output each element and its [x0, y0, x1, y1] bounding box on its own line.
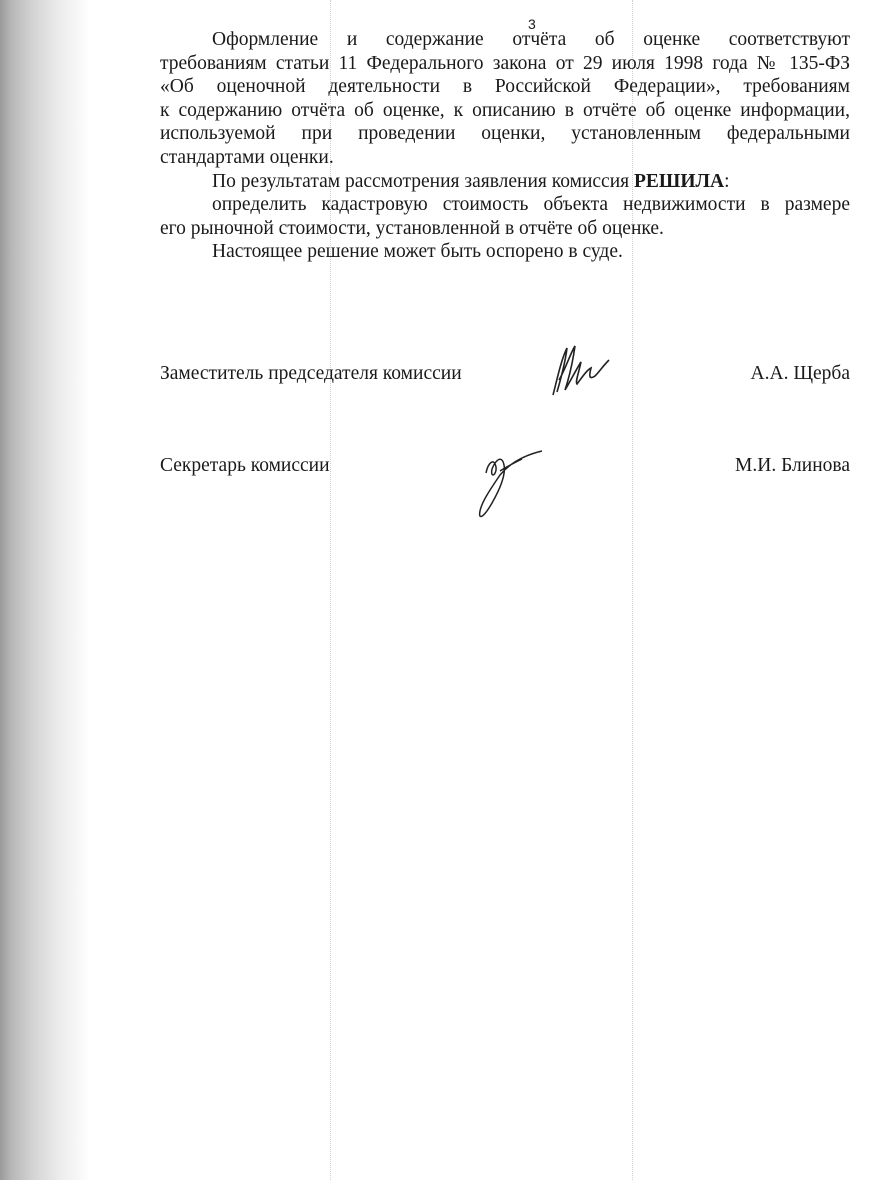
- text-line: «Об оценочной деятельности в Российской Федерации», требованиям: [160, 76, 850, 98]
- text-line: определить кадастровую стоимость объекта недвижимости в размере: [212, 194, 850, 216]
- signatory-name: А.А. Щерба: [750, 363, 850, 384]
- decision-colon: :: [724, 170, 730, 192]
- decision-line: [160, 170, 850, 194]
- text-line: используемой при проведении оценки, установленным федеральными: [160, 123, 850, 145]
- signatory-role: Секретарь комиссии: [160, 455, 330, 476]
- text-line: его рыночной стоимости, установленной в отчёте об оценке.: [160, 217, 664, 239]
- text-line: требованиям статьи 11 Федерального закона от 29 июля 1998 года № 135-ФЗ: [160, 52, 850, 74]
- handwritten-signature: [545, 340, 615, 400]
- text-line: Настоящее решение может быть оспорено в суде.: [212, 241, 623, 263]
- signatory-name: М.И. Блинова: [735, 455, 850, 476]
- page-number: 3: [528, 16, 536, 32]
- text-line: к содержанию отчёта об оценке, к описанию в отчёте об оценке информации,: [160, 99, 850, 121]
- signatory-role: Заместитель председателя комиссии: [160, 363, 462, 384]
- handwritten-signature: [470, 445, 545, 525]
- scan-shadow-edge: [0, 0, 90, 1180]
- text-line: стандартами оценки.: [160, 146, 334, 168]
- text-line: Оформление и содержание отчёта об оценке соответствуют: [212, 29, 850, 50]
- document-body: [160, 28, 850, 264]
- decision-keyword: РЕШИЛА: [634, 170, 725, 192]
- decision-prefix: По результатам рассмотрения заявления комиссия: [212, 170, 634, 192]
